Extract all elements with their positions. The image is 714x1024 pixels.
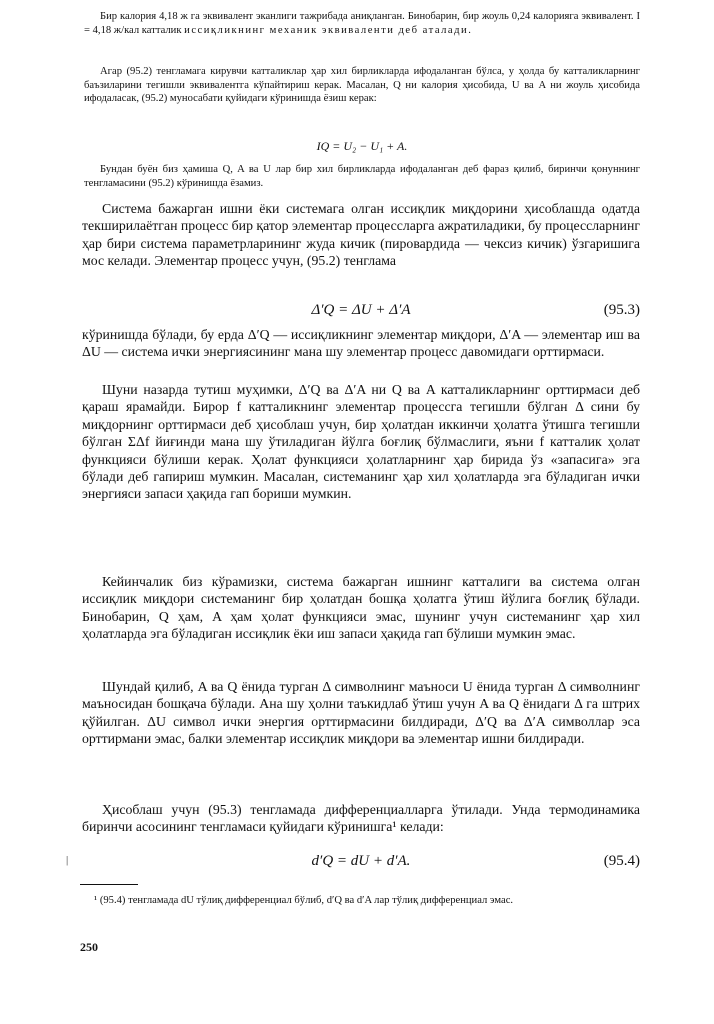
equation-95-4-formula: d′Q = dU + d′A.: [311, 853, 411, 869]
equation-95-4: [82, 853, 640, 875]
equation-95-3-number: (95.3): [603, 302, 640, 318]
spaced-term: иссиқликнинг механик эквиваленти деб аталади.: [184, 24, 473, 36]
paragraph-delta-symbol: Шундай қилиб, A ва Q ёнида турган Δ символнинг маъноси U ёнида турган Δ символнинг маъносидан бошқача бўлади. Ана шу ҳолни таъкидлаб ўтиш учун A ва Q ёнидаги Δ га штрих қўйилган. ΔU символ ички энергия орттирмасини билдиради, Δ′Q ва Δ′A символлар эса орттирмани эмас, балки элементар иссиқлик миқдори ва элементар ишни билдиради.: [82, 679, 640, 747]
paragraph-differentials: Ҳисоблаш учун (95.3) тенгламада дифференциалларга ўтилади. Унда термодинамика биринчи асосининг тенгламаси қуйидаги кўринишга¹ келади:: [82, 802, 640, 835]
equation-95-3-formula: Δ′Q = ΔU + Δ′A: [311, 302, 411, 318]
paragraph-elementary-process: Система бажарган ишни ёки системага олган иссиқлик миқдорини ҳисоблашда одатда текширилаётган процесс бир қатор элементар процессларга ажратиладики, бу процессларнинг ҳар бири система параметрларининг жуда кичик (пировардида — чексиз кичик) ўзгаришига мос келади. Элементар процесс учун, (95.2) тенглама: [82, 201, 640, 269]
intro-note-paragraph-3: Бундан буён биз ҳамиша Q, A ва U лар бир хил бирликларда ифодаланган деб фараз қилиб, биринчи қонуннинг тенгламасини (95.2) кўринишда ёзамиз.: [84, 164, 640, 189]
equation-95-4-number: (95.4): [603, 853, 640, 869]
intro-note-paragraph-2: Агар (95.2) тенгламага кирувчи катталиклар ҳар хил бирликларда ифодаланган бўлса, у ҳолда бу катталикларнинг баъзиларини тегишли эквивалентга кўпайтириш керак. Масалан, Q ни калория ҳисобида, U ва A ни жоуль ҳисобида ифодаласак, (95.2) муносабати қуйидаги кўринишда ёзиш керак:: [84, 66, 640, 105]
equation-95-3: [82, 302, 640, 324]
footnote: ¹ (95.4) тенгламада dU тўлиқ дифференциал бўлиб, d′Q ва d′A лар тўлиқ дифференциал эмас.: [94, 895, 514, 906]
paragraph-definitions: кўринишда бўлади, бу ерда Δ′Q — иссиқликнинг элементар миқдори, Δ′A — элементар иш ва ΔU — система ички энергиясининг мана шу элементар процесс давомидаги орттирмаси.: [82, 327, 640, 360]
margin-mark: |: [66, 854, 69, 866]
intro-note-paragraph-1: Бир калория 4,18 ж га эквивалент эканлиги тажрибада аниқланган. Бинобарин, бир жоуль 0,24 калорияга эквивалент. I = 4,18 ж/кал катталик иссиқликнинг механик эквиваленти деб аталади.: [84, 11, 640, 36]
page-number: 250: [80, 940, 98, 954]
paragraph-state-function: Шуни назарда тутиш муҳимки, Δ′Q ва Δ′A ни Q ва A катталикларнинг орттирмаси деб қараш ярамайди. Бирор f катталикнинг элементар процессга тегишли бўлган Δ сини бу миқдорнинг орттирмаси деб ҳисоблаш учун, бир ҳолатдан иккинчи ҳолатга ўтишга тегишли бўлган ΣΔf йиғинди мана шу ўтиладиган йўлга боғлиқ бўлмаслиги, яъни f катталик ҳолат функцияси бўлиши керак. Ҳолат функцияси ҳолатларнинг ҳар бирида ўз «запасига» эга бўлади деб гапириш мумкин. Масалан, системанинг ҳар хил ҳолатларда эга бўладиган ички энергияси запаси ҳақида гап бориши мумкин.: [82, 382, 640, 502]
paragraph-work-and-heat: Кейинчалик биз кўрамизки, система бажарган ишнинг катталиги ва система олган иссиқлик миқдори системанинг бир ҳолатдан бошқа ҳолатга ўтиш йўлига боғлиқ бўлади. Бинобарин, Q ҳам, A ҳам ҳолат функцияси эмас, шунинг учун системанинг ҳар хил ҳолатларда эга бўладиган иссиқлик ёки иш запаси ҳақида гап бўлиши мумкин эмас.: [82, 574, 640, 642]
equation-IQ: IQ = U₂ − U₁ + A.: [316, 139, 408, 153]
footnote-divider: [80, 884, 138, 885]
